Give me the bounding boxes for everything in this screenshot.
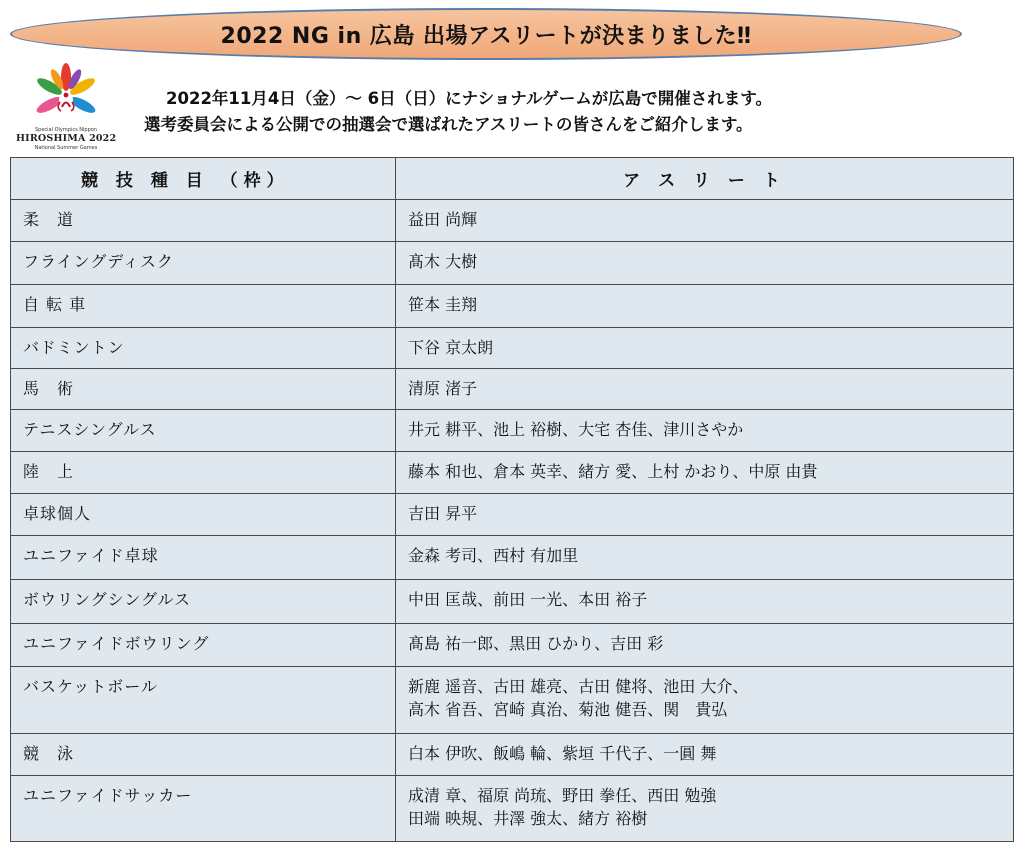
table-row <box>11 285 1014 328</box>
sport-cell: ボウリングシングルス <box>11 580 396 624</box>
sport-cell: ユニファイドボウリング <box>11 624 396 667</box>
banner-title: 2022 NG in 広島 出場アスリートが決まりました‼ <box>220 23 752 49</box>
intro-text <box>130 86 1010 138</box>
athletes-cell: 吉田 昇平 <box>396 494 1014 536</box>
athletes-line: 高木 省吾、宮崎 真治、菊池 健吾、関 貴弘 <box>408 700 728 719</box>
athletes-cell: 下谷 京太朗 <box>396 328 1014 369</box>
table-row <box>11 452 1014 494</box>
table-row <box>11 776 1014 842</box>
hiroshima-2022-logo <box>16 60 116 154</box>
sport-cell: テニスシングルス <box>11 410 396 452</box>
sport-cell: ユニファイドサッカー <box>11 776 396 842</box>
table-row <box>11 242 1014 285</box>
athletes-cell: 藤本 和也、倉本 英幸、緒方 愛、上村 かおり、中原 由貴 <box>396 452 1014 494</box>
table-row <box>11 369 1014 410</box>
athletes-cell: 益田 尚輝 <box>396 200 1014 242</box>
athletes-cell: 金森 考司、西村 有加里 <box>396 536 1014 580</box>
table-row <box>11 410 1014 452</box>
sport-cell: バドミントン <box>11 328 396 369</box>
athletes-line: 新鹿 遥音、古田 雄亮、古田 健将、池田 大介、 <box>408 677 749 696</box>
athletes-cell: 白本 伊吹、飯嶋 輪、紫垣 千代子、一圓 舞 <box>396 734 1014 776</box>
header-athletes: ア ス リ ー ト <box>396 158 1014 200</box>
athletes-cell: 中田 匡哉、前田 一光、本田 裕子 <box>396 580 1014 624</box>
intro-line-1: 2022年11月4日（金）～ 6日（日）にナショナルゲームが広島で開催されます。 <box>166 89 772 108</box>
sport-cell: 卓球個人 <box>11 494 396 536</box>
logo-caption-bottom: National Summer Games <box>34 145 98 151</box>
athletes-line: 成清 章、福原 尚琉、野田 拳任、西田 勉強 <box>408 786 717 805</box>
title-banner <box>10 8 962 60</box>
table-header-row <box>11 158 1014 200</box>
athletes-cell <box>396 667 1014 734</box>
sport-cell: 陸 上 <box>11 452 396 494</box>
table-row <box>11 536 1014 580</box>
header-sport: 競 技 種 目 （枠） <box>11 158 396 200</box>
sport-cell: バスケットボール <box>11 667 396 734</box>
table-row <box>11 494 1014 536</box>
logo-title: HIROSHIMA 2022 <box>16 133 117 144</box>
table-row <box>11 328 1014 369</box>
sport-cell: ユニファイド卓球 <box>11 536 396 580</box>
table-row <box>11 200 1014 242</box>
logo-caption-top: Special Olympics Nippon <box>35 127 97 133</box>
athletes-cell: 笹本 圭翔 <box>396 285 1014 328</box>
athletes-cell: 清原 渚子 <box>396 369 1014 410</box>
table-row <box>11 580 1014 624</box>
athletes-line: 田端 映規、井澤 強太、緒方 裕樹 <box>408 809 648 828</box>
athletes-cell: 髙島 祐一郎、黒田 ひかり、吉田 彩 <box>396 624 1014 667</box>
sport-cell: 競 泳 <box>11 734 396 776</box>
athletes-cell <box>396 776 1014 842</box>
table-row <box>11 734 1014 776</box>
intro-line-2: 選考委員会による公開での抽選会で選ばれたアスリートの皆さんをご紹介します。 <box>144 115 753 134</box>
athlete-table <box>10 157 1014 842</box>
athletes-cell: 髙木 大樹 <box>396 242 1014 285</box>
sport-cell: 自 転 車 <box>11 285 396 328</box>
sport-cell: フライングディスク <box>11 242 396 285</box>
table-row <box>11 667 1014 734</box>
athletes-cell: 井元 耕平、池上 裕樹、大宅 杏佳、津川さやか <box>396 410 1014 452</box>
table-row <box>11 624 1014 667</box>
sport-cell: 柔 道 <box>11 200 396 242</box>
sport-cell: 馬 術 <box>11 369 396 410</box>
flower-emblem-icon <box>26 60 106 126</box>
